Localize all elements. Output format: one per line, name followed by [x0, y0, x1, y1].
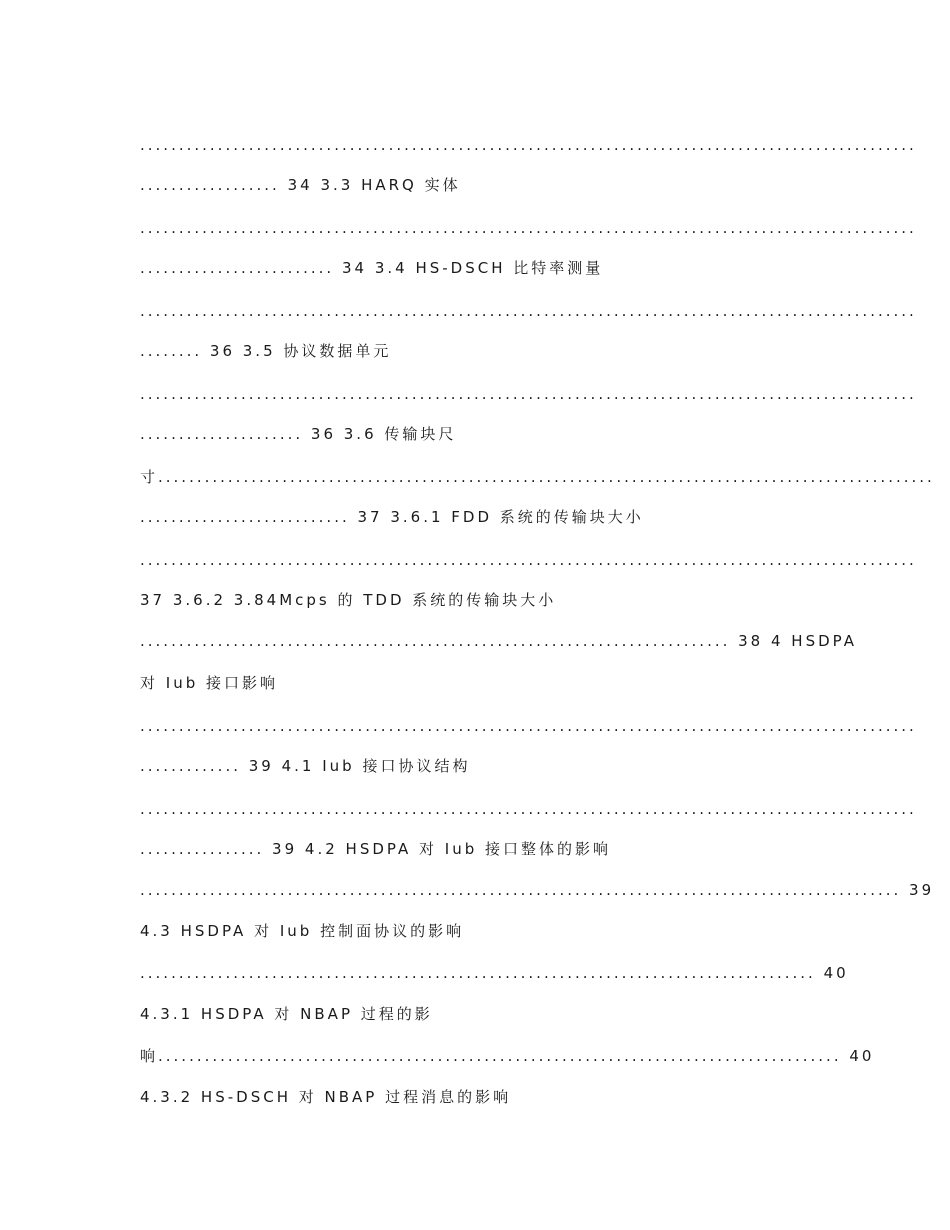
toc-line: ....................................................................................................	[140, 219, 917, 237]
toc-line: ....................................................................................................	[140, 385, 917, 403]
toc-line: 寸....................................................................................................	[140, 468, 935, 486]
toc-line: 响........................................................................................ 40	[140, 1047, 875, 1065]
toc-line: 4.3.2 HS-DSCH 对 NBAP 过程消息的影响	[140, 1088, 512, 1106]
toc-line: 对 Iub 接口影响	[140, 674, 278, 692]
toc-line: ....................................................................................... 40	[140, 964, 849, 982]
toc-line: ................ 39 4.2 HSDPA 对 Iub 接口整体的影响	[140, 840, 611, 858]
toc-line: ....................................................................................................	[140, 717, 917, 735]
toc-line: ....................................................................................................	[140, 551, 917, 569]
toc-line: 37 3.6.2 3.84Mcps 的 TDD 系统的传输块大小	[140, 591, 557, 609]
toc-line: ....................................................................................................	[140, 800, 917, 818]
toc-line: 4.3.1 HSDPA 对 NBAP 过程的影	[140, 1005, 433, 1023]
toc-line: 4.3 HSDPA 对 Iub 控制面协议的影响	[140, 922, 465, 940]
toc-line: .................................................................................................. 39	[140, 881, 935, 899]
toc-line: ........ 36 3.5 协议数据单元	[140, 342, 392, 360]
toc-line: ....................................................................................................	[140, 302, 917, 320]
toc-line: ............. 39 4.1 Iub 接口协议结构	[140, 757, 471, 775]
toc-line: .................. 34 3.3 HARQ 实体	[140, 176, 461, 194]
toc-line: ............................................................................ 38 4 HSDPA	[140, 632, 858, 650]
toc-line: ........................... 37 3.6.1 FDD 系统的传输块大小	[140, 508, 644, 526]
toc-line: ......................... 34 3.4 HS-DSCH 比特率测量	[140, 259, 604, 277]
toc-line: ..................... 36 3.6 传输块尺	[140, 425, 457, 443]
toc-line: ....................................................................................................	[140, 136, 917, 154]
